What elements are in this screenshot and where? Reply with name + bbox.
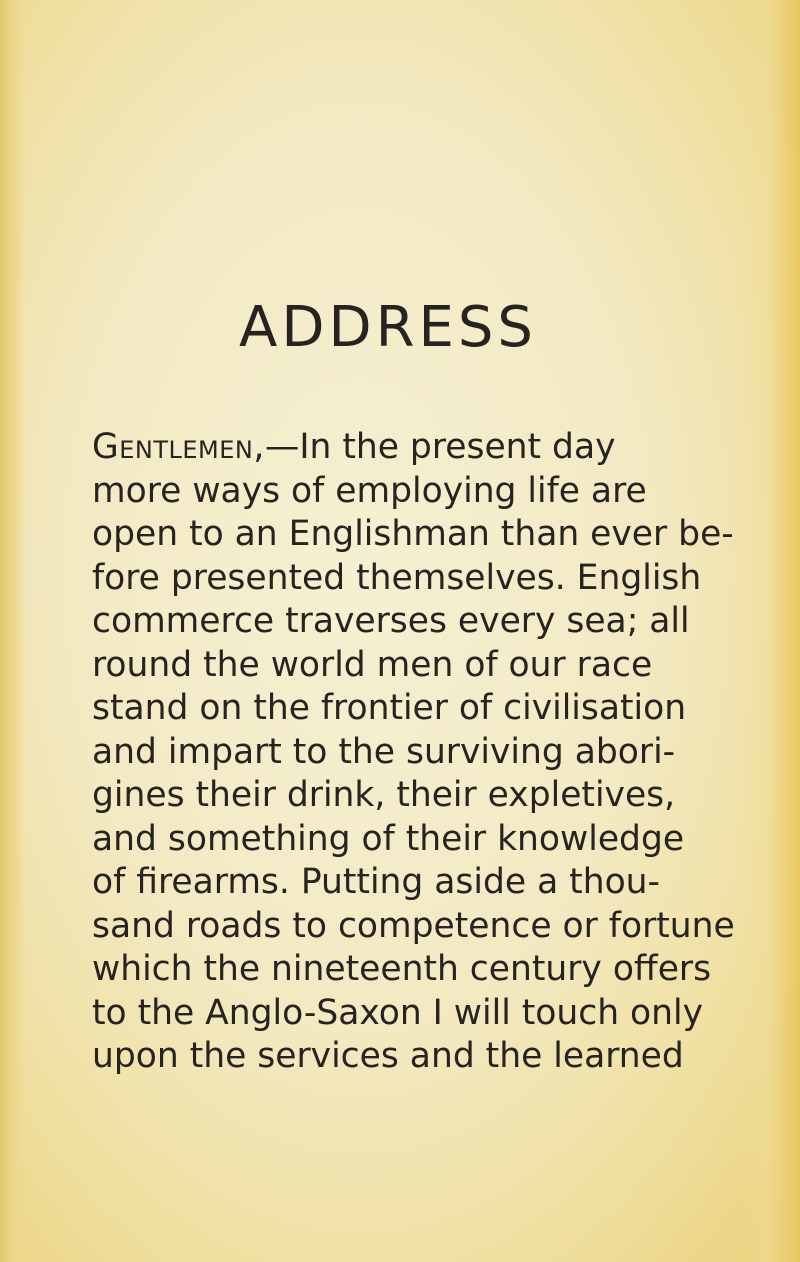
- text-line: and impart to the surviving abori-: [92, 731, 676, 772]
- text-line: open to an Englishman than ever be-: [92, 514, 734, 554]
- text-line: round the world men of our race: [92, 644, 653, 685]
- salutation: Gentlemen,: [92, 427, 265, 467]
- page-left-edge: [0, 0, 26, 1262]
- page-right-edge: [740, 0, 800, 1262]
- text-line: and something of their knowledge: [92, 818, 685, 859]
- text-line: more ways of employing life are: [92, 470, 647, 511]
- text-line: commerce traverses every sea; all: [92, 601, 690, 641]
- text-line: of firearms. Putting aside a thou-: [92, 862, 660, 902]
- page-heading: ADDRESS: [239, 295, 537, 360]
- text-line: [92, 426, 702, 470]
- text-line: stand on the frontier of civilisation: [92, 688, 687, 728]
- text-line: fore presented themselves. English: [92, 557, 702, 598]
- text-line: sand roads to competence or fortune: [92, 905, 735, 946]
- text-line: to the Anglo-Saxon I will touch only: [92, 992, 704, 1033]
- first-line-rest: —In the present day: [264, 427, 616, 467]
- body-paragraph: [92, 426, 735, 1079]
- text-line: upon the services and the learned: [92, 1036, 684, 1076]
- text-line: which the nineteenth century offers: [92, 949, 712, 989]
- text-line: gines their drink, their expletives,: [92, 775, 676, 815]
